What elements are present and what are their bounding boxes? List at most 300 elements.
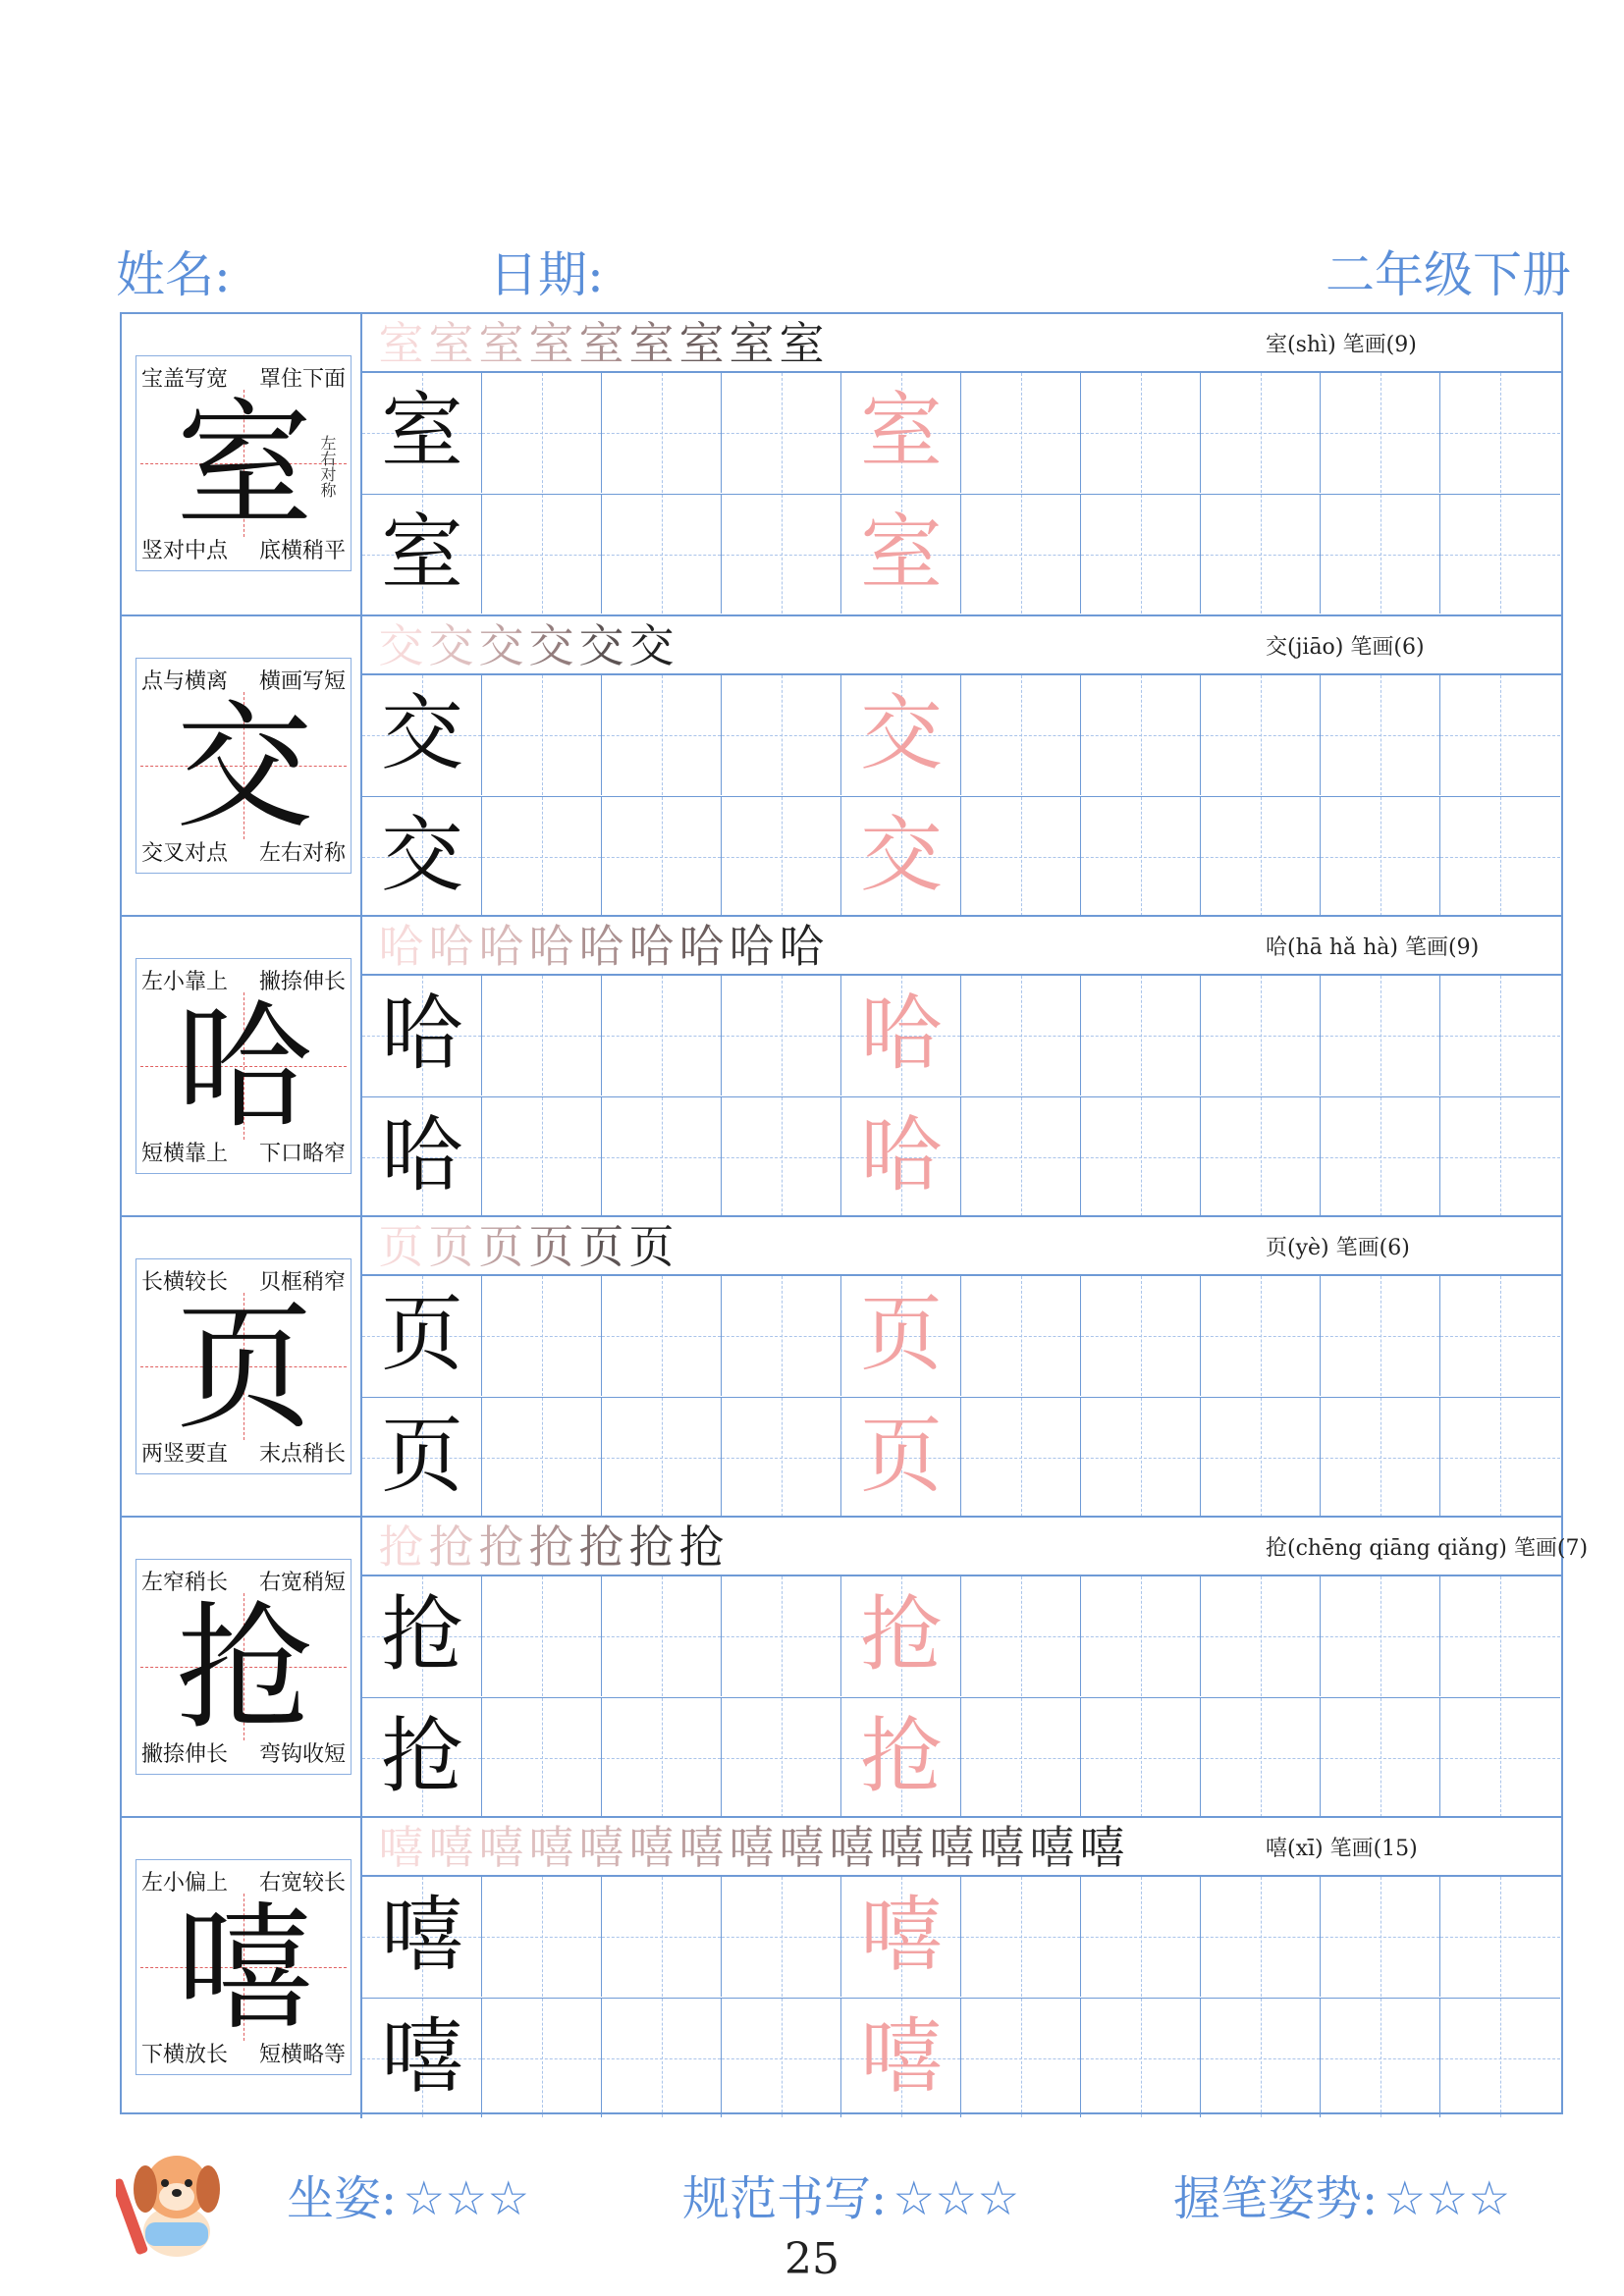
model-character: 页 (380, 1408, 463, 1504)
practice-cell[interactable] (602, 1096, 722, 1216)
practice-cell[interactable] (482, 1998, 602, 2117)
writing-tip: 底横稍平 (258, 539, 346, 563)
stroke-step: 室 (528, 317, 574, 370)
grid-guide-hline (1321, 1758, 1439, 1759)
writing-tip: 左右对称 (258, 841, 346, 866)
practice-cell[interactable] (961, 1276, 1081, 1396)
practice-cell[interactable] (482, 796, 602, 916)
grid-guide-hline (1440, 735, 1560, 736)
stroke-step: 嘻 (628, 1821, 675, 1874)
practice-cell[interactable] (841, 1096, 961, 1216)
practice-cell[interactable] (961, 675, 1081, 795)
practice-cell[interactable] (1081, 1877, 1201, 1997)
grid-guide-hline (961, 2058, 1080, 2059)
practice-sheet (120, 312, 1589, 2114)
practice-cell[interactable] (1321, 1096, 1440, 1216)
writing-tip: 撇捺伸长 (258, 970, 346, 994)
trace-character: 交 (859, 685, 943, 781)
practice-cell[interactable] (841, 1998, 961, 2117)
stroke-step: 抢 (628, 1521, 675, 1574)
practice-cell[interactable] (961, 1576, 1081, 1696)
practice-cell[interactable] (1081, 675, 1201, 795)
pinyin-stroke-info: 哈(hā hǎ hà) 笔画(9) (1266, 935, 1480, 960)
practice-cell[interactable] (1321, 1576, 1440, 1696)
writing-tip: 点与横离 (141, 669, 229, 694)
practice-cell[interactable] (722, 796, 841, 916)
grid-guide-hline (1081, 555, 1200, 556)
practice-cell[interactable] (1440, 1276, 1560, 1396)
stroke-step: 嘻 (979, 1821, 1025, 1874)
practice-cell[interactable] (362, 494, 482, 614)
pinyin-stroke-info: 嘻(xī) 笔画(15) (1266, 1837, 1418, 1861)
grid-guide-hline (961, 1937, 1080, 1938)
practice-cell[interactable] (602, 796, 722, 916)
grid-guide-hline (722, 735, 840, 736)
guide-panel (122, 314, 362, 614)
stroke-step: 嘻 (378, 1821, 424, 1874)
grid-guide-hline (482, 735, 601, 736)
writing-tip: 撇捺伸长 (141, 1742, 229, 1767)
stroke-step: 交 (528, 619, 574, 672)
practice-cell[interactable] (841, 1877, 961, 1997)
star-rating[interactable]: ☆☆☆ (1383, 2171, 1511, 2226)
stroke-step: 嘻 (1079, 1821, 1125, 1874)
trace-character: 交 (859, 807, 943, 903)
grid-guide-hline (1081, 1937, 1200, 1938)
practice-cell[interactable] (482, 494, 602, 614)
stroke-step: 嘻 (528, 1821, 574, 1874)
grid-guide-hline (1081, 433, 1200, 434)
practice-grid (362, 373, 1561, 614)
practice-cell[interactable] (1201, 1397, 1321, 1517)
practice-cell[interactable] (1081, 494, 1201, 614)
practice-cell[interactable] (722, 1397, 841, 1517)
grid-guide-hline (1201, 555, 1320, 556)
writing-tip: 右宽稍短 (258, 1571, 346, 1595)
practice-cell[interactable] (482, 976, 602, 1095)
stroke-step: 嘻 (478, 1821, 524, 1874)
footer-label: 握笔姿势: (1173, 2171, 1379, 2226)
stroke-sequence (376, 1822, 1127, 1873)
stroke-step: 哈 (729, 920, 775, 973)
page-number: 25 (785, 2234, 839, 2284)
guide-box (135, 1258, 352, 1474)
practice-cell[interactable] (841, 1697, 961, 1817)
practice-cell[interactable] (1321, 976, 1440, 1095)
writing-tip: 下横放长 (141, 2043, 229, 2067)
practice-cell[interactable] (961, 1998, 1081, 2117)
grid-guide-hline (961, 555, 1080, 556)
model-character: 嘻 (380, 1887, 463, 1983)
practice-cell[interactable] (722, 976, 841, 1095)
grid-guide-hline (722, 555, 840, 556)
grid-guide-hline (1321, 1937, 1439, 1938)
grid-guide-hline (1201, 1036, 1320, 1037)
footer-label: 坐姿: (287, 2171, 398, 2226)
grid-guide-hline (722, 1036, 840, 1037)
practice-cell[interactable] (841, 494, 961, 614)
guide-character: 嘻 (175, 1890, 313, 2050)
grid-guide-hline (1321, 1157, 1439, 1158)
grid-guide-hline (1201, 433, 1320, 434)
guide-character: 页 (175, 1289, 313, 1449)
practice-cell[interactable] (482, 373, 602, 493)
practice-cell[interactable] (602, 1877, 722, 1997)
stroke-step: 抢 (578, 1521, 624, 1574)
grid-guide-hline (602, 2058, 721, 2059)
practice-cell[interactable] (841, 373, 961, 493)
grid-guide-hline (1440, 1157, 1560, 1158)
grid-guide-hline (482, 1157, 601, 1158)
writing-tip: 短横靠上 (141, 1142, 229, 1166)
grid-guide-hline (961, 1157, 1080, 1158)
grid-guide-hline (482, 555, 601, 556)
writing-tip: 长横较长 (141, 1270, 229, 1295)
practice-cell[interactable] (961, 796, 1081, 916)
footer-label: 规范书写: (682, 2171, 888, 2226)
practice-cell[interactable] (722, 1096, 841, 1216)
practice-cell[interactable] (1081, 1397, 1201, 1517)
practice-cell[interactable] (1440, 1397, 1560, 1517)
stroke-step: 交 (378, 619, 424, 672)
model-character: 抢 (380, 1586, 463, 1682)
stroke-step: 室 (779, 317, 825, 370)
grid-guide-hline (602, 555, 721, 556)
practice-cell[interactable] (482, 1276, 602, 1396)
practice-cell[interactable] (602, 1697, 722, 1817)
practice-cell[interactable] (1440, 1697, 1560, 1817)
stroke-step: 哈 (779, 920, 825, 973)
practice-cell[interactable] (961, 494, 1081, 614)
grid-guide-hline (1440, 1636, 1560, 1637)
practice-cell[interactable] (1201, 1697, 1321, 1817)
grid-guide-hline (722, 1336, 840, 1337)
practice-cell[interactable] (482, 1877, 602, 1997)
practice-cell[interactable] (1201, 1998, 1321, 2117)
practice-cell[interactable] (482, 1096, 602, 1216)
practice-cell[interactable] (1321, 1397, 1440, 1517)
grid-guide-hline (1440, 555, 1560, 556)
char-block (122, 1516, 1589, 1818)
grid-guide-hline (482, 1636, 601, 1637)
writing-tip: 左窄稍长 (141, 1571, 229, 1595)
stroke-step: 抢 (378, 1521, 424, 1574)
footer-item-pen-grip (1173, 2161, 1510, 2228)
practice-cell[interactable] (1440, 373, 1560, 493)
practice-cell[interactable] (362, 976, 482, 1095)
practice-cell[interactable] (961, 373, 1081, 493)
practice-cell[interactable] (1081, 1276, 1201, 1396)
trace-character: 室 (859, 383, 943, 479)
stroke-step: 室 (378, 317, 424, 370)
trace-character: 页 (859, 1286, 943, 1382)
grid-guide-hline (482, 1458, 601, 1459)
grid-guide-hline (602, 1458, 721, 1459)
practice-cell[interactable] (1440, 1998, 1560, 2117)
grid-guide-hline (722, 433, 840, 434)
practice-cell[interactable] (1440, 1877, 1560, 1997)
practice-cell[interactable] (1440, 675, 1560, 795)
char-block (122, 1215, 1561, 1518)
stroke-sequence (376, 1522, 727, 1573)
practice-cell[interactable] (961, 1397, 1081, 1517)
practice-cell[interactable] (722, 1576, 841, 1696)
grid-guide-hline (1440, 1458, 1560, 1459)
pinyin-stroke-info: 室(shì) 笔画(9) (1266, 333, 1417, 357)
grid-guide-hline (1321, 1636, 1439, 1637)
grid-guide-hline (961, 433, 1080, 434)
trace-character: 哈 (859, 1107, 943, 1203)
practice-cell[interactable] (602, 373, 722, 493)
writing-tip: 末点稍长 (258, 1442, 346, 1467)
practice-cell[interactable] (362, 1998, 482, 2117)
stroke-step: 哈 (528, 920, 574, 973)
practice-cell[interactable] (362, 1576, 482, 1696)
model-character: 哈 (380, 1107, 463, 1203)
trace-character: 哈 (859, 986, 943, 1082)
practice-cell[interactable] (1321, 1276, 1440, 1396)
stroke-step: 页 (528, 1220, 574, 1273)
grid-guide-hline (602, 1157, 721, 1158)
stroke-step: 室 (578, 317, 624, 370)
model-character: 抢 (380, 1708, 463, 1804)
footer-item-writing (682, 2161, 1019, 2228)
grid-guide-hline (1440, 857, 1560, 858)
practice-cell[interactable] (1321, 1697, 1440, 1817)
grid-guide-hline (1440, 433, 1560, 434)
stroke-step: 嘻 (428, 1821, 474, 1874)
practice-cell[interactable] (1440, 1576, 1560, 1696)
practice-cell[interactable] (362, 1697, 482, 1817)
stroke-order-row (362, 917, 1561, 976)
practice-cell[interactable] (602, 675, 722, 795)
practice-cell[interactable] (722, 1697, 841, 1817)
writing-tip: 罩住下面 (258, 367, 346, 392)
guide-box (135, 1859, 352, 2075)
star-rating[interactable]: ☆☆☆ (893, 2171, 1020, 2226)
practice-cell[interactable] (362, 1096, 482, 1216)
stroke-step: 页 (628, 1220, 675, 1273)
grid-guide-hline (1321, 2058, 1439, 2059)
stroke-step: 页 (578, 1220, 624, 1273)
practice-cell[interactable] (1440, 796, 1560, 916)
grid-guide-hline (1440, 1758, 1560, 1759)
practice-cell[interactable] (841, 1276, 961, 1396)
side-note: 左右对称 (318, 435, 337, 498)
practice-cell[interactable] (841, 675, 961, 795)
practice-cell[interactable] (722, 675, 841, 795)
stroke-sequence (376, 620, 677, 671)
grid-guide-hline (482, 857, 601, 858)
grid-guide-hline (1201, 1758, 1320, 1759)
writing-tip: 短横略等 (258, 2043, 346, 2067)
practice-cell[interactable] (961, 1877, 1081, 1997)
grid-guide-hline (961, 1336, 1080, 1337)
practice-cell[interactable] (1321, 494, 1440, 614)
grid-guide-hline (1321, 1036, 1439, 1037)
practice-cell[interactable] (1081, 1697, 1201, 1817)
grid-guide-hline (961, 1036, 1080, 1037)
name-label: 姓名: (116, 246, 231, 303)
trace-character: 室 (859, 505, 943, 601)
practice-cell[interactable] (1321, 796, 1440, 916)
practice-cell[interactable] (1081, 373, 1201, 493)
guide-panel (122, 917, 362, 1217)
practice-cell[interactable] (482, 675, 602, 795)
practice-cell[interactable] (482, 1576, 602, 1696)
writing-tip: 宝盖写宽 (141, 367, 229, 392)
grid-guide-hline (1321, 735, 1439, 736)
practice-cell[interactable] (1081, 1096, 1201, 1216)
grid-guide-hline (722, 1157, 840, 1158)
practice-cell[interactable] (482, 1397, 602, 1517)
guide-panel (122, 1217, 362, 1518)
practice-cell[interactable] (362, 1397, 482, 1517)
grid-guide-hline (722, 1458, 840, 1459)
model-character: 室 (380, 383, 463, 479)
trace-character: 页 (859, 1408, 943, 1504)
practice-cell[interactable] (362, 1276, 482, 1396)
stroke-step: 嘻 (929, 1821, 975, 1874)
trace-character: 嘻 (859, 1887, 943, 1983)
star-rating[interactable]: ☆☆☆ (403, 2171, 530, 2226)
practice-cell[interactable] (362, 796, 482, 916)
stroke-step: 嘻 (879, 1821, 925, 1874)
stroke-step: 嘻 (678, 1821, 725, 1874)
practice-cell[interactable] (1081, 976, 1201, 1095)
grid-guide-hline (1321, 857, 1439, 858)
practice-cell[interactable] (1321, 675, 1440, 795)
practice-cell[interactable] (961, 1096, 1081, 1216)
grid-guide-hline (1321, 1458, 1439, 1459)
guide-character: 室 (175, 386, 313, 546)
model-character: 页 (380, 1286, 463, 1382)
practice-cell[interactable] (722, 373, 841, 493)
practice-cell[interactable] (1321, 1877, 1440, 1997)
stroke-step: 交 (628, 619, 675, 672)
guide-character: 哈 (175, 988, 313, 1148)
practice-cell[interactable] (362, 1877, 482, 1997)
grid-guide-hline (722, 1758, 840, 1759)
model-character: 室 (380, 505, 463, 601)
stroke-step: 嘻 (1029, 1821, 1075, 1874)
writing-tip: 左小靠上 (141, 970, 229, 994)
grid-guide-hline (482, 1758, 601, 1759)
practice-cell[interactable] (362, 373, 482, 493)
writing-tip: 交叉对点 (141, 841, 229, 866)
writing-tip: 弯钩收短 (258, 1742, 346, 1767)
stroke-step: 哈 (628, 920, 675, 973)
practice-cell[interactable] (602, 494, 722, 614)
stroke-step: 哈 (678, 920, 725, 973)
practice-cell[interactable] (1201, 494, 1321, 614)
grid-guide-hline (1440, 1036, 1560, 1037)
practice-cell[interactable] (841, 1397, 961, 1517)
practice-cell[interactable] (1201, 976, 1321, 1095)
practice-cell[interactable] (722, 1877, 841, 1997)
stroke-order-row (362, 1217, 1561, 1276)
practice-cell[interactable] (722, 494, 841, 614)
guide-panel (122, 1518, 362, 1818)
char-block (122, 915, 1561, 1217)
grid-guide-hline (961, 857, 1080, 858)
practice-cell[interactable] (1201, 675, 1321, 795)
stroke-step: 哈 (578, 920, 624, 973)
practice-cell[interactable] (1201, 373, 1321, 493)
writing-tip: 贝框稍窄 (258, 1270, 346, 1295)
char-block (122, 314, 1561, 614)
practice-grid (362, 675, 1561, 917)
practice-grid (362, 976, 1561, 1217)
practice-cell[interactable] (722, 1998, 841, 2117)
practice-cell[interactable] (1440, 1096, 1560, 1216)
practice-cell[interactable] (602, 1397, 722, 1517)
practice-cell[interactable] (1201, 1096, 1321, 1216)
model-character: 交 (380, 807, 463, 903)
grid-guide-hline (482, 433, 601, 434)
practice-cell[interactable] (841, 1576, 961, 1696)
grid-guide-hline (602, 1036, 721, 1037)
stroke-step: 嘻 (829, 1821, 875, 1874)
practice-cell[interactable] (1081, 1998, 1201, 2117)
practice-cell[interactable] (841, 796, 961, 916)
practice-cell[interactable] (1321, 373, 1440, 493)
practice-cell[interactable] (961, 976, 1081, 1095)
stroke-sequence (376, 921, 827, 972)
grid-guide-hline (1081, 1157, 1200, 1158)
grid-guide-hline (482, 1336, 601, 1337)
practice-cell[interactable] (1201, 1276, 1321, 1396)
stroke-step: 页 (428, 1220, 474, 1273)
practice-cell[interactable] (602, 976, 722, 1095)
pinyin-stroke-info: 页(yè) 笔画(6) (1266, 1236, 1410, 1260)
practice-cell[interactable] (1201, 796, 1321, 916)
practice-cell[interactable] (1321, 1998, 1440, 2117)
guide-panel (122, 616, 362, 917)
practice-cell[interactable] (602, 1276, 722, 1396)
practice-cell[interactable] (602, 1576, 722, 1696)
stroke-order-row (362, 616, 1561, 675)
practice-cell[interactable] (722, 1276, 841, 1396)
model-character: 哈 (380, 986, 463, 1082)
practice-cell[interactable] (1440, 976, 1560, 1095)
practice-cell[interactable] (1440, 494, 1560, 614)
writing-tip: 右宽较长 (258, 1871, 346, 1896)
stroke-step: 交 (428, 619, 474, 672)
stroke-step: 抢 (478, 1521, 524, 1574)
stroke-step: 室 (478, 317, 524, 370)
practice-cell[interactable] (1081, 1576, 1201, 1696)
practice-cell[interactable] (602, 1998, 722, 2117)
char-block (122, 1816, 1561, 2118)
practice-cell[interactable] (1201, 1877, 1321, 1997)
grid-guide-hline (482, 1937, 601, 1938)
practice-cell[interactable] (362, 675, 482, 795)
footer-item-sitting (287, 2161, 529, 2228)
grid-guide-hline (602, 433, 721, 434)
grid-guide-hline (1081, 1458, 1200, 1459)
grid-guide-hline (961, 735, 1080, 736)
stroke-step: 室 (628, 317, 675, 370)
practice-cell[interactable] (841, 976, 961, 1095)
practice-cell[interactable] (1201, 1576, 1321, 1696)
practice-cell[interactable] (1081, 796, 1201, 916)
stroke-step: 哈 (428, 920, 474, 973)
stroke-step: 室 (678, 317, 725, 370)
practice-cell[interactable] (482, 1697, 602, 1817)
practice-cell[interactable] (961, 1697, 1081, 1817)
grid-guide-hline (602, 1758, 721, 1759)
